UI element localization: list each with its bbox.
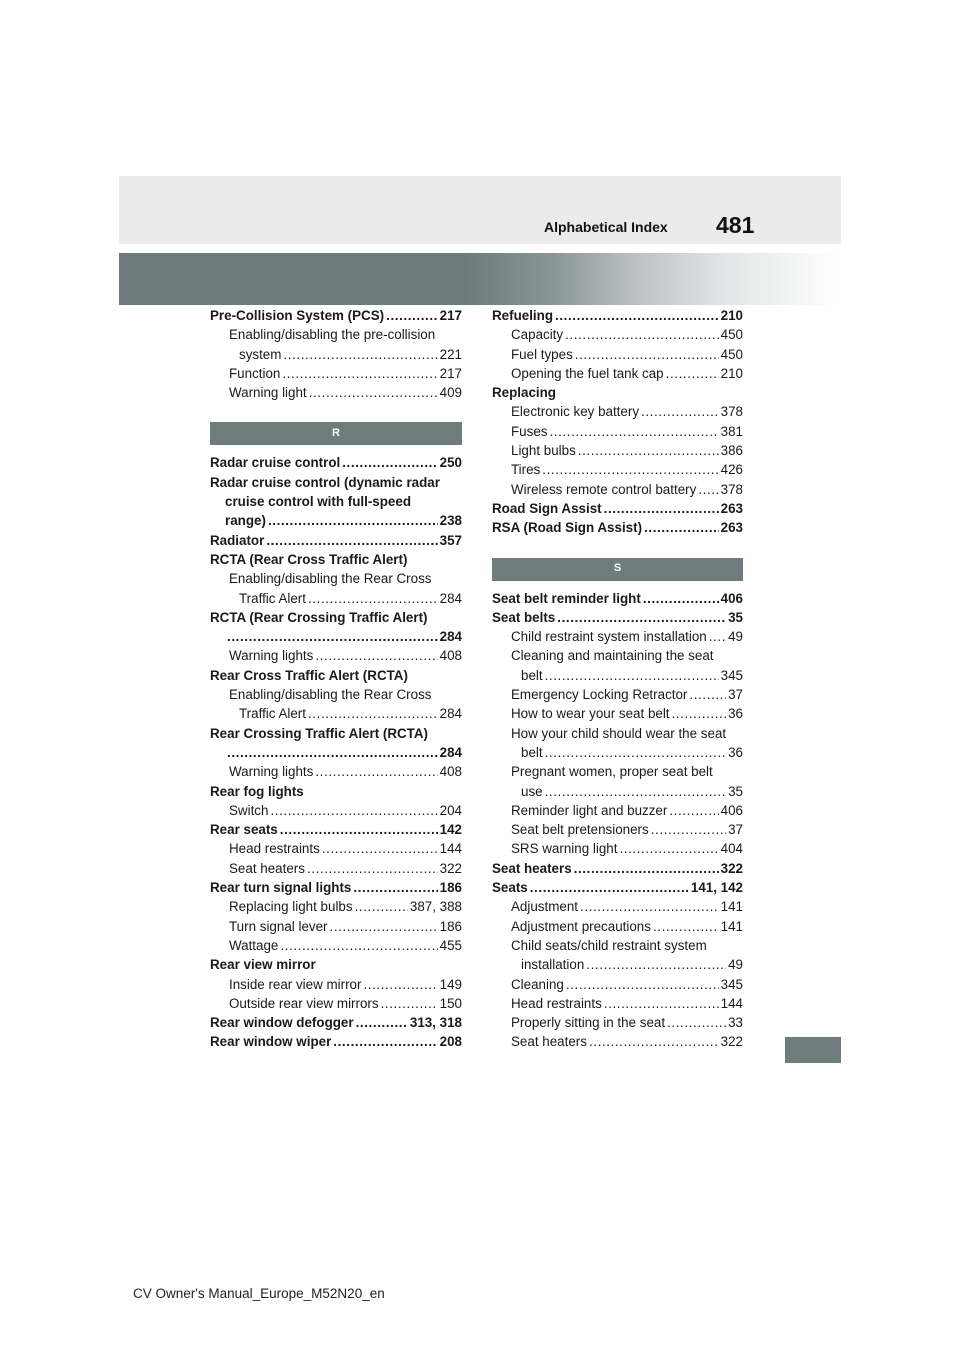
index-subentry: Emergency Locking Retractor ..... 37 [492,685,743,704]
index-subentry: Electronic key battery ..... 378 [492,402,743,421]
index-entry: Rear Crossing Traffic Alert (RCTA) [210,725,429,741]
index-subentry: Wireless remote control battery ..... 378 [492,480,743,499]
index-subentry: use ..... 35 [492,782,743,801]
index-subentry: Child seats/child restraint system [511,937,707,953]
index-subentry: Warning lights ..... 408 [210,646,462,665]
index-subentry: Warning light ..... 409 [210,383,462,402]
index-entry: Seat belts ..... 35 [492,608,743,627]
header-gradient-bar [119,253,841,305]
index-subentry: Traffic Alert ..... 284 [210,589,462,608]
index-entry-continued: ..... 284 [210,627,462,646]
index-subentry: Fuel types ..... 450 [492,345,743,364]
index-subentry: belt ..... 36 [492,743,743,762]
index-entry: Replacing [492,385,556,401]
index-entry: Seats ..... 141, 142 [492,878,743,897]
index-entry: Rear view mirror [210,957,316,973]
index-entry-continued: range) ..... 238 [210,511,462,530]
index-entry: Road Sign Assist ..... 263 [492,499,743,518]
index-subentry: Switch ..... 204 [210,801,462,820]
index-subentry: How your child should wear the seat [511,725,727,741]
index-entry: Radiator ..... 357 [210,531,462,550]
index-subentry: Replacing light bulbs ..... 387, 388 [210,897,462,916]
index-entry-continued: cruise control with full-speed [225,494,412,510]
index-subentry: Head restraints ..... 144 [492,994,743,1013]
index-entry: Refueling ..... 210 [492,306,743,325]
index-subentry: Turn signal lever ..... 186 [210,917,462,936]
index-entry: Pre-Collision System (PCS) ..... 217 [210,306,462,325]
index-subentry: SRS warning light ..... 404 [492,839,743,858]
index-entry: Rear window wiper ..... 208 [210,1032,462,1051]
index-subentry: Wattage ..... 455 [210,936,462,955]
index-entry: Seat heaters ..... 322 [492,859,743,878]
index-subentry: Tires ..... 426 [492,460,743,479]
index-subentry: Enabling/disabling the pre-collision [229,327,436,343]
index-subentry: Properly sitting in the seat ..... 33 [492,1013,743,1032]
index-subentry: Opening the fuel tank cap ..... 210 [492,364,743,383]
index-subentry: Warning lights ..... 408 [210,762,462,781]
index-subentry: system ..... 221 [210,345,462,364]
index-subentry: installation ..... 49 [492,955,743,974]
page-number: 481 [716,212,755,238]
index-subentry: Head restraints ..... 144 [210,839,462,858]
index-subentry: Seat heaters ..... 322 [210,859,462,878]
index-subentry: Adjustment ..... 141 [492,897,743,916]
index-subentry: Reminder light and buzzer ..... 406 [492,801,743,820]
index-subentry: Outside rear view mirrors ..... 150 [210,994,462,1013]
index-subentry: Traffic Alert ..... 284 [210,704,462,723]
index-subentry: Cleaning and maintaining the seat [511,648,714,664]
index-subentry: Enabling/disabling the Rear Cross [229,687,432,703]
section-header-s: S [492,558,743,581]
index-subentry: Adjustment precautions ..... 141 [492,917,743,936]
index-entry: Rear fog lights [210,783,304,799]
index-entry: Rear seats ..... 142 [210,820,462,839]
index-subentry: Cleaning ..... 345 [492,975,743,994]
index-entry: Seat belt reminder light ..... 406 [492,589,743,608]
index-entry: RCTA (Rear Cross Traffic Alert) [210,551,408,567]
section-title: Alphabetical Index [544,219,668,235]
index-subentry: belt ..... 345 [492,666,743,685]
index-subentry: Enabling/disabling the Rear Cross [229,571,432,587]
index-entry: Rear turn signal lights ..... 186 [210,878,462,897]
index-column-left [210,306,462,1052]
index-entry: Rear window defogger ..... 313, 318 [210,1013,462,1032]
index-subentry: Seat belt pretensioners ..... 37 [492,820,743,839]
index-entry: RCTA (Rear Crossing Traffic Alert) [210,609,428,625]
section-header-r: R [210,422,462,445]
chapter-tab [785,1037,841,1063]
index-entry: Rear Cross Traffic Alert (RCTA) [210,667,408,683]
index-column-right [492,306,743,1052]
index-subentry: Capacity ..... 450 [492,325,743,344]
index-subentry: How to wear your seat belt ..... 36 [492,704,743,723]
index-entry: RSA (Road Sign Assist) ..... 263 [492,518,743,537]
index-entry-continued: ..... 284 [210,743,462,762]
index-subentry: Inside rear view mirror ..... 149 [210,975,462,994]
index-entry: Radar cruise control ..... 250 [210,453,462,472]
index-subentry: Function ..... 217 [210,364,462,383]
index-subentry: Seat heaters ..... 322 [492,1032,743,1051]
footer-text: CV Owner's Manual_Europe_M52N20_en [133,1286,385,1301]
index-subentry: Child restraint system installation ..... 49 [492,627,743,646]
index-subentry: Pregnant women, proper seat belt [511,764,713,780]
index-subentry: Fuses ..... 381 [492,422,743,441]
index-entry: Radar cruise control (dynamic radar [210,474,440,490]
index-subentry: Light bulbs ..... 386 [492,441,743,460]
